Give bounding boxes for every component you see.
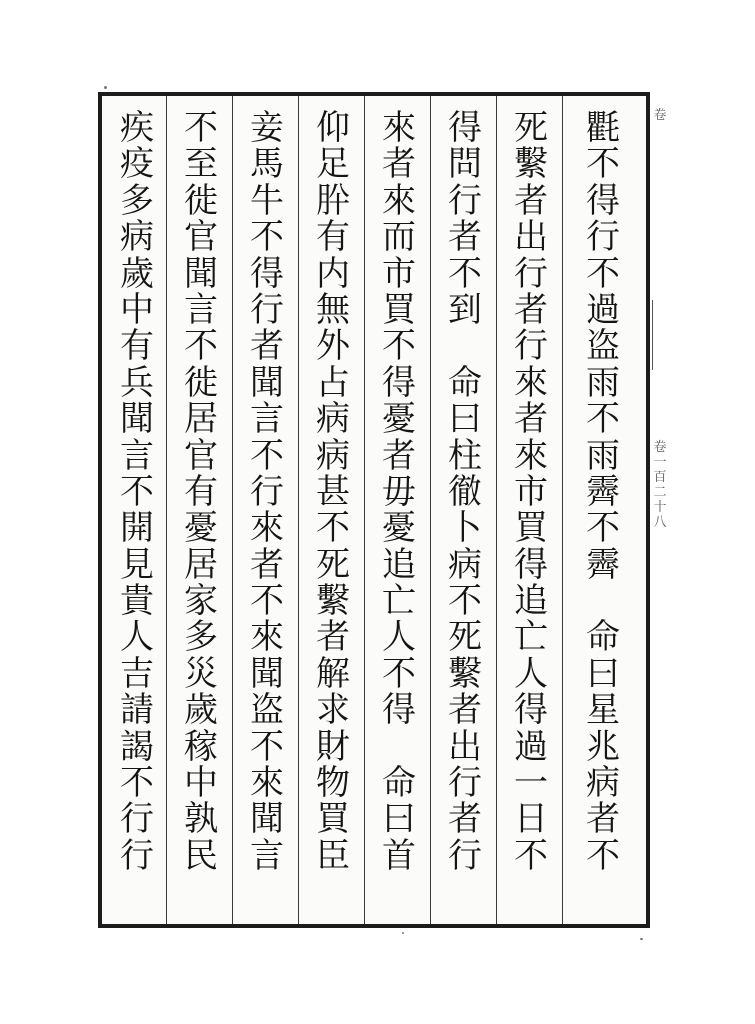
glyph: 不 [120, 471, 154, 512]
glyph: 繫 [448, 653, 482, 694]
glyph: 者 [448, 217, 482, 258]
glyph: 日 [514, 799, 548, 840]
glyph: 不 [586, 144, 620, 185]
glyph: 不 [184, 326, 218, 367]
glyph: 居 [184, 399, 218, 440]
text-column-4 [376, 110, 422, 874]
glyph: 民 [184, 835, 218, 876]
glyph: 憂 [382, 399, 416, 440]
glyph: 至 [184, 144, 218, 185]
glyph: 謁 [120, 726, 154, 767]
margin-label-bottom: 卷一百二十八 [653, 440, 667, 530]
glyph: 者 [250, 326, 284, 367]
glyph: 家 [184, 581, 218, 622]
ink-speck [640, 938, 643, 940]
glyph: 占 [316, 362, 350, 403]
glyph: 得 [382, 362, 416, 403]
glyph: 言 [250, 835, 284, 876]
glyph: 孰 [184, 799, 218, 840]
glyph: 不 [382, 653, 416, 694]
glyph: 不 [250, 435, 284, 476]
glyph: 貴 [120, 581, 154, 622]
glyph: 者 [448, 799, 482, 840]
glyph: 來 [250, 617, 284, 658]
glyph: 病 [586, 763, 620, 804]
glyph: 不 [448, 581, 482, 622]
glyph: 憂 [184, 508, 218, 549]
glyph: 不 [586, 253, 620, 294]
glyph: 繫 [514, 144, 548, 185]
glyph: 雨 [586, 435, 620, 476]
glyph: 死 [316, 544, 350, 585]
glyph: 官 [184, 217, 218, 258]
glyph: 不 [120, 763, 154, 804]
glyph: 病 [316, 399, 350, 440]
glyph: 來 [514, 362, 548, 403]
glyph: 言 [250, 399, 284, 440]
glyph: 見 [120, 544, 154, 585]
glyph: 行 [448, 180, 482, 221]
glyph: 不 [586, 508, 620, 549]
glyph: 開 [120, 508, 154, 549]
glyph: 行 [120, 835, 154, 876]
glyph: 亡 [514, 617, 548, 658]
glyph: 者 [586, 799, 620, 840]
glyph: 解 [316, 653, 350, 694]
glyph: 有 [316, 217, 350, 258]
text-column-6 [244, 110, 290, 874]
glyph: 曰 [382, 799, 416, 840]
glyph: 追 [514, 581, 548, 622]
glyph: 繫 [316, 581, 350, 622]
glyph: 首 [382, 835, 416, 876]
glyph: 聞 [184, 253, 218, 294]
glyph: 肸 [316, 180, 350, 221]
margin-ticks [652, 300, 667, 370]
glyph: 死 [448, 617, 482, 658]
glyph: 人 [382, 617, 416, 658]
glyph: 來 [250, 763, 284, 804]
column-rule [232, 96, 233, 924]
glyph: 人 [120, 617, 154, 658]
glyph: 聞 [250, 653, 284, 694]
glyph: 而 [382, 217, 416, 258]
glyph: 者 [382, 144, 416, 185]
glyph: 不 [250, 726, 284, 767]
glyph: 災 [184, 653, 218, 694]
glyph: 霽 [586, 471, 620, 512]
glyph: 來 [382, 108, 416, 148]
glyph: 徙 [184, 362, 218, 403]
glyph: 外 [316, 326, 350, 367]
glyph: 出 [448, 726, 482, 767]
glyph: 行 [120, 799, 154, 840]
glyph: 徹 [448, 471, 482, 512]
glyph: 請 [120, 690, 154, 731]
glyph: 問 [448, 144, 482, 185]
glyph: 得 [250, 253, 284, 294]
text-column-7 [178, 110, 224, 874]
glyph: 曰 [586, 653, 620, 694]
glyph: 市 [382, 253, 416, 294]
glyph: 行 [448, 835, 482, 876]
glyph: 多 [184, 617, 218, 658]
glyph: 求 [316, 690, 350, 731]
ink-speck [402, 932, 404, 934]
glyph: 霽 [586, 544, 620, 585]
glyph: 不 [586, 399, 620, 440]
glyph [394, 729, 405, 765]
glyph: 者 [514, 399, 548, 440]
glyph: 得 [448, 108, 482, 148]
glyph: 疾 [120, 108, 154, 148]
glyph: 疫 [120, 144, 154, 185]
glyph: 病 [448, 544, 482, 585]
glyph: 不 [514, 835, 548, 876]
glyph: 不 [250, 217, 284, 258]
glyph: 來 [250, 508, 284, 549]
glyph: 物 [316, 763, 350, 804]
glyph: 卜 [448, 508, 482, 549]
glyph: 者 [316, 617, 350, 658]
glyph: 徙 [184, 180, 218, 221]
glyph: 盗 [250, 690, 284, 731]
glyph: 居 [184, 544, 218, 585]
glyph: 官 [184, 435, 218, 476]
glyph: 得 [514, 544, 548, 585]
glyph: 不 [184, 108, 218, 148]
glyph: 内 [316, 253, 350, 294]
margin-label-top: 卷 [653, 108, 667, 123]
glyph: 者 [514, 289, 548, 330]
glyph: 兵 [120, 362, 154, 403]
page-frame [98, 92, 650, 928]
column-rule [166, 96, 167, 924]
glyph: 過 [514, 726, 548, 767]
glyph: 臣 [316, 835, 350, 876]
glyph: 歲 [184, 690, 218, 731]
text-column-3 [442, 110, 488, 874]
column-rule [562, 96, 563, 924]
glyph: 不 [250, 581, 284, 622]
column-rule [496, 96, 497, 924]
column-rule [298, 96, 299, 924]
glyph: 得 [586, 180, 620, 221]
glyph: 稼 [184, 726, 218, 767]
glyph: 行 [514, 253, 548, 294]
glyph: 來 [382, 180, 416, 221]
glyph: 者 [250, 544, 284, 585]
glyph: 憂 [382, 508, 416, 549]
glyph: 追 [382, 544, 416, 585]
glyph: 者 [514, 180, 548, 221]
glyph: 盗 [586, 326, 620, 367]
glyph: 過 [586, 289, 620, 330]
glyph: 足 [316, 144, 350, 185]
glyph: 到 [448, 289, 482, 330]
glyph: 死 [514, 108, 548, 148]
glyph: 中 [120, 289, 154, 330]
glyph: 者 [382, 435, 416, 476]
glyph: 不 [316, 508, 350, 549]
glyph: 命 [382, 763, 416, 804]
glyph: 氍 [586, 108, 620, 148]
glyph: 歲 [120, 253, 154, 294]
glyph: 買 [382, 289, 416, 330]
glyph: 中 [184, 763, 218, 804]
text-column-2 [508, 110, 554, 874]
glyph: 吉 [120, 653, 154, 694]
glyph: 不 [586, 835, 620, 876]
glyph: 聞 [250, 799, 284, 840]
glyph: 言 [184, 289, 218, 330]
glyph: 市 [514, 471, 548, 512]
glyph: 得 [382, 690, 416, 731]
glyph [460, 328, 471, 364]
glyph: 病 [316, 435, 350, 476]
glyph: 財 [316, 726, 350, 767]
glyph: 有 [184, 471, 218, 512]
glyph: 星 [586, 690, 620, 731]
column-rule [364, 96, 365, 924]
glyph: 兆 [586, 726, 620, 767]
text-column-5 [310, 110, 356, 874]
glyph: 命 [448, 362, 482, 403]
glyph: 買 [316, 799, 350, 840]
glyph: 毋 [382, 471, 416, 512]
glyph: 甚 [316, 471, 350, 512]
glyph: 不 [448, 253, 482, 294]
glyph: 行 [586, 217, 620, 258]
text-column-8 [114, 110, 160, 874]
glyph: 者 [448, 690, 482, 731]
text-column-1 [580, 110, 626, 874]
glyph: 行 [250, 289, 284, 330]
glyph: 行 [514, 326, 548, 367]
glyph: 多 [120, 180, 154, 221]
glyph: 無 [316, 289, 350, 330]
glyph: 曰 [448, 399, 482, 440]
glyph: 言 [120, 435, 154, 476]
glyph: 有 [120, 326, 154, 367]
glyph: 亡 [382, 581, 416, 622]
glyph: 柱 [448, 435, 482, 476]
ink-speck [104, 86, 107, 89]
glyph: 買 [514, 508, 548, 549]
glyph: 病 [120, 217, 154, 258]
glyph: 聞 [250, 362, 284, 403]
glyph: 行 [250, 471, 284, 512]
column-rule [430, 96, 431, 924]
glyph: 馬 [250, 144, 284, 185]
glyph: 不 [382, 326, 416, 367]
glyph: 雨 [586, 362, 620, 403]
glyph: 仰 [316, 108, 350, 148]
glyph: 妾 [250, 108, 284, 148]
glyph: 行 [448, 763, 482, 804]
glyph: 來 [514, 435, 548, 476]
glyph: 命 [586, 617, 620, 658]
glyph: 出 [514, 217, 548, 258]
glyph: 人 [514, 653, 548, 694]
glyph: 牛 [250, 180, 284, 221]
glyph [598, 583, 609, 619]
glyph: 得 [514, 690, 548, 731]
glyph: 一 [514, 763, 548, 804]
glyph: 聞 [120, 399, 154, 440]
